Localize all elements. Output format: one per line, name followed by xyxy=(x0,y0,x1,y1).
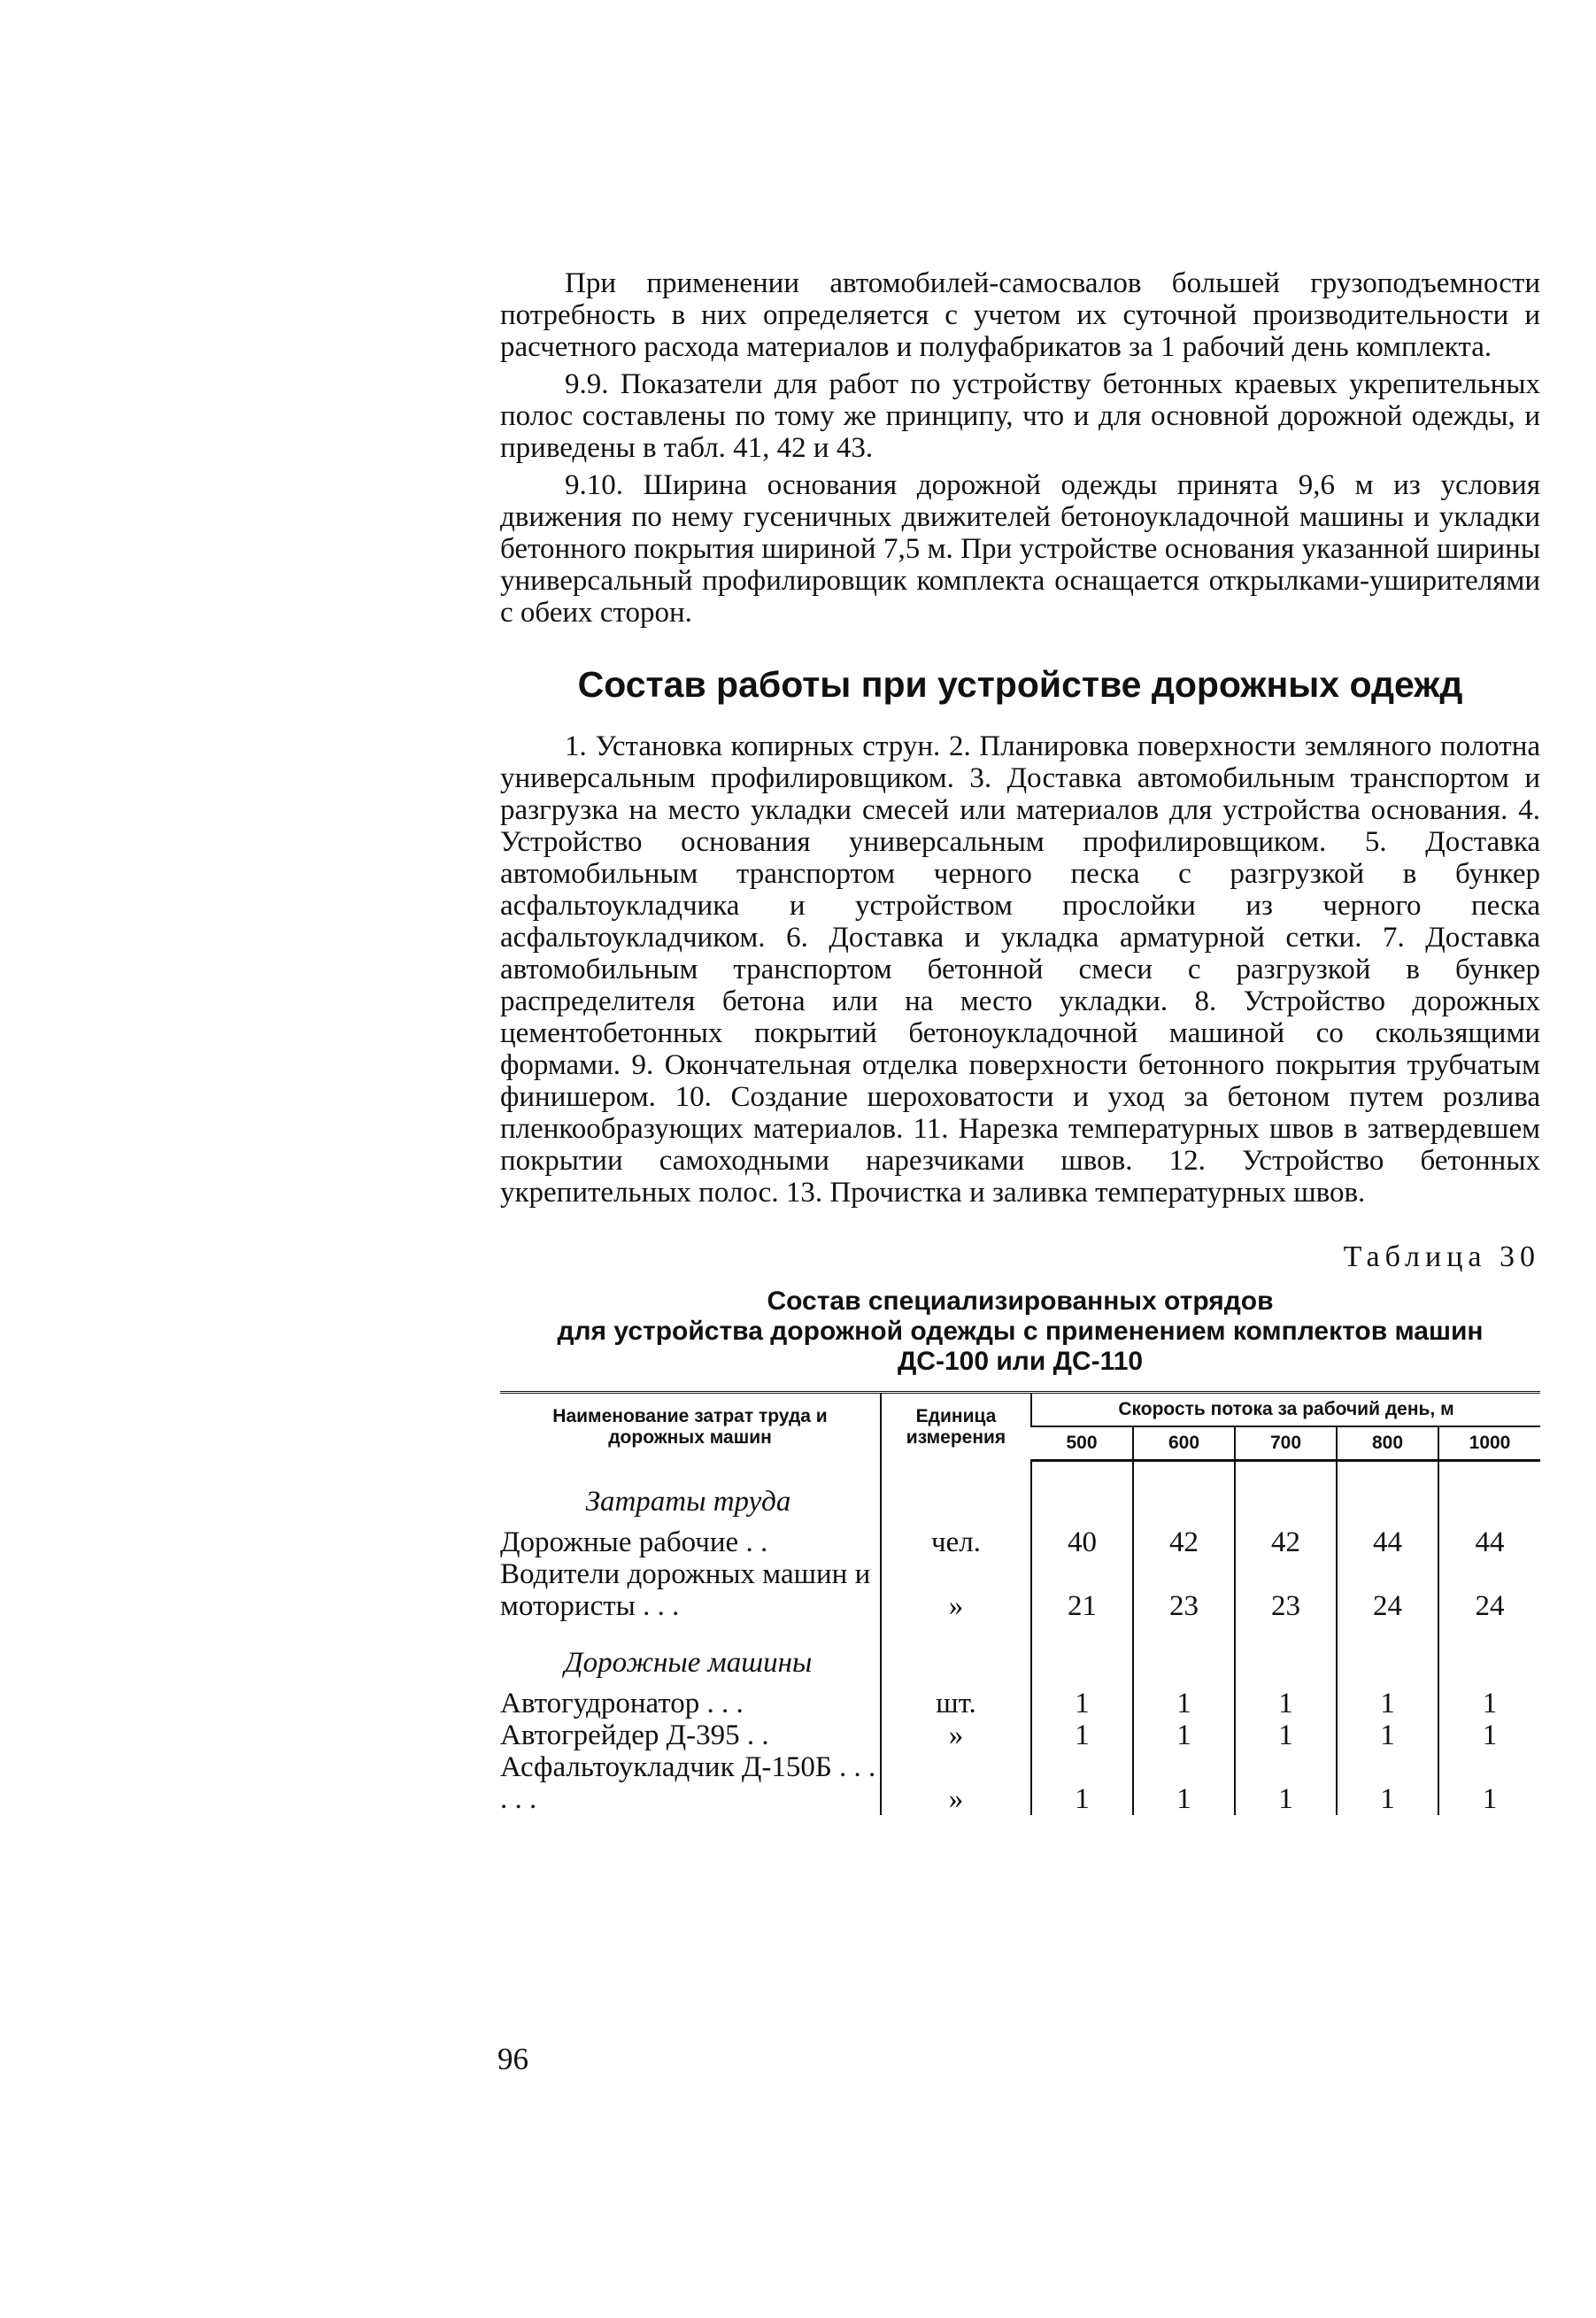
section-row xyxy=(500,1622,1540,1688)
table-caption-line-1: Состав специализированных отрядов xyxy=(767,1286,1274,1316)
header-speed: Скорость потока за рабочий день, м xyxy=(1031,1393,1540,1427)
row-name: Дорожные рабочие . . xyxy=(500,1526,768,1558)
section-heading: Состав работы при устройстве дорожных одежд xyxy=(577,664,1463,705)
paragraph-9-10: 9.10. Ширина основания дорожной одежды принята 9,6 м из условия движения по нему гусеничных движителей бетоноукладочной машины и укладки бетонного покрытия шириной 7,5 м. При устройстве основания указанной ширины универсальный профилировщик комплекта оснащается открылками-уширителями с обеих сторон. xyxy=(500,469,1540,629)
table-caption-line-2: для устройства дорожной одежды с применением комплектов машин xyxy=(557,1317,1484,1346)
row-value: 44 xyxy=(1438,1526,1540,1558)
row-value: 21 xyxy=(1031,1558,1133,1622)
row-unit: » xyxy=(881,1719,1031,1751)
table-caption xyxy=(500,1286,1540,1377)
header-speed-600: 600 xyxy=(1133,1426,1235,1461)
row-value: 42 xyxy=(1133,1526,1235,1558)
row-unit: » xyxy=(881,1558,1031,1622)
section-title-machines: Дорожные машины xyxy=(564,1646,813,1679)
row-value: 24 xyxy=(1337,1558,1438,1622)
row-value: 1 xyxy=(1031,1751,1133,1815)
section-row xyxy=(500,1461,1540,1526)
row-value: 1 xyxy=(1337,1719,1438,1751)
row-value: 1 xyxy=(1438,1719,1540,1751)
header-speed-500: 500 xyxy=(1031,1426,1133,1461)
table-row xyxy=(500,1751,1540,1815)
header-speed-700: 700 xyxy=(1235,1426,1337,1461)
paragraph-trucks: При применении автомобилей-самосвалов большей грузоподъемности потребность в них определяется с учетом их суточной производительности и расчетного расхода материалов и полуфабрикатов за 1 рабочий день комплекта. xyxy=(500,267,1540,363)
table-caption-line-3: ДС-100 или ДС-110 xyxy=(897,1347,1144,1376)
row-value: 1 xyxy=(1337,1688,1438,1719)
row-unit: чел. xyxy=(881,1526,1031,1558)
row-value: 1 xyxy=(1031,1719,1133,1751)
row-value: 1 xyxy=(1133,1688,1235,1719)
paragraph-9-9: 9.9. Показатели для работ по устройству бетонных краевых укрепительных полос составлены по тому же принципу, что и для основной дорожной одежды, и приведены в табл. 41, 42 и 43. xyxy=(500,368,1540,464)
table-row xyxy=(500,1688,1540,1719)
page-body xyxy=(500,267,1540,1815)
row-value: 1 xyxy=(1031,1688,1133,1719)
row-value: 24 xyxy=(1438,1558,1540,1622)
table-row xyxy=(500,1526,1540,1558)
header-speed-1000: 1000 xyxy=(1438,1426,1540,1461)
row-unit: шт. xyxy=(881,1688,1031,1719)
page-number: 96 xyxy=(497,2042,528,2076)
row-value: 1 xyxy=(1235,1719,1337,1751)
row-value: 1 xyxy=(1235,1751,1337,1815)
section-title-labor: Затраты труда xyxy=(585,1485,791,1518)
row-value: 1 xyxy=(1133,1751,1235,1815)
row-value: 40 xyxy=(1031,1526,1133,1558)
header-unit: Единица измерения xyxy=(881,1393,1031,1461)
table-row xyxy=(500,1558,1540,1622)
row-value: 1 xyxy=(1133,1719,1235,1751)
row-value: 1 xyxy=(1337,1751,1438,1815)
table-label: Таблица 30 xyxy=(1343,1240,1540,1273)
row-value: 42 xyxy=(1235,1526,1337,1558)
row-value: 1 xyxy=(1235,1688,1337,1719)
table-body xyxy=(500,1461,1540,1815)
row-value: 23 xyxy=(1133,1558,1235,1622)
header-name: Наименование затрат труда и дорожных машин xyxy=(552,1405,828,1448)
work-list: 1. Установка копирных струн. 2. Планировка поверхности земляного полотна универсальным профилировщиком. 3. Доставка автомобильным транспортом и разгрузка на место укладки смесей или материалов для устройства основания. 4. Устройство основания универсальным профилировщиком. 5. Доставка автомобильным транспортом черного песка с разгрузкой в бункер асфальтоукладчика и устройством прослойки из черного песка асфальтоукладчиком. 6. Доставка и укладка арматурной сетки. 7. Доставка автомобильным транспортом бетонной смеси с разгрузкой в бункер распределителя бетона или на место укладки. 8. Устройство дорожных цементобетонных покрытий бетоноукладочной машиной со скользящими формами. 9. Окончательная отделка поверхности бетонного покрытия трубчатым финишером. 10. Создание шероховатости и уход за бетоном путем розлива пленкообразующих материалов. 11. Нарезка температурных швов в затвердевшем покрытии самоходными нарезчиками швов. 12. Устройство бетонных укрепительных полос. 13. Прочистка и заливка температурных швов. xyxy=(500,730,1540,1209)
row-value: 44 xyxy=(1337,1526,1438,1558)
row-unit: » xyxy=(881,1751,1031,1815)
row-name: Автогудронатор . . . xyxy=(500,1687,744,1719)
row-name: Водители дорожных машин и мотористы . . . xyxy=(500,1557,871,1622)
row-value: 1 xyxy=(1438,1688,1540,1719)
header-speed-800: 800 xyxy=(1337,1426,1438,1461)
row-value: 1 xyxy=(1438,1751,1540,1815)
row-name: Асфальтоукладчик Д-150Б . . . . . . xyxy=(500,1750,876,1815)
row-value: 23 xyxy=(1235,1558,1337,1622)
data-table xyxy=(500,1391,1540,1815)
row-name: Автогрейдер Д-395 . . xyxy=(500,1719,769,1751)
table-row xyxy=(500,1719,1540,1751)
